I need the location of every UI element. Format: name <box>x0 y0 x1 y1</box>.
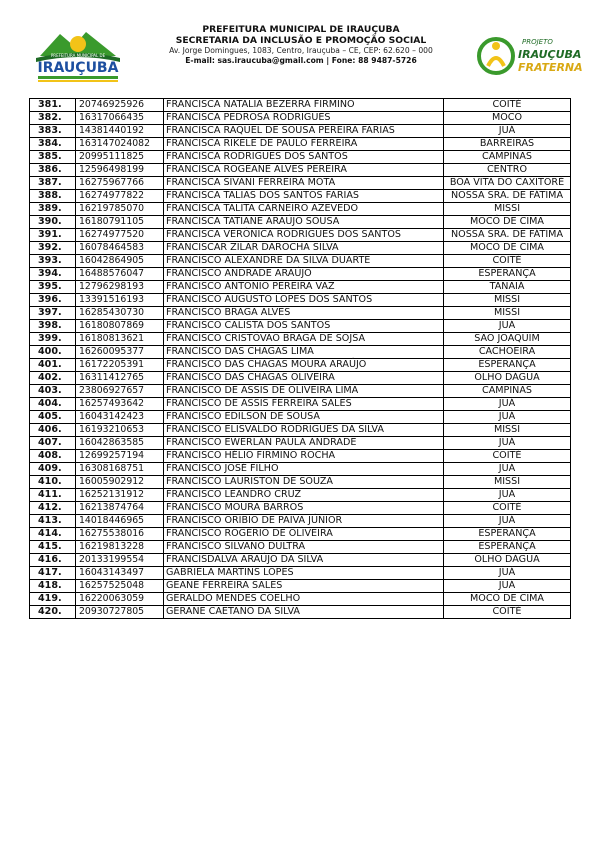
locality: CAMPINAS <box>444 151 571 164</box>
person-name: FRANCISCA PEDROSA RODRIGUES <box>164 112 444 125</box>
locality: COITÉ <box>444 606 571 619</box>
row-number: 382. <box>30 112 76 125</box>
row-number: 411. <box>30 489 76 502</box>
person-name: FRANCISCO ANDRADE ARAÚJO <box>164 268 444 281</box>
table-row <box>30 372 571 385</box>
row-number: 414. <box>30 528 76 541</box>
nis-number: 16043143497 <box>76 567 164 580</box>
letterhead-text <box>140 24 462 66</box>
person-name: GERANE CAETANO DA SILVA <box>164 606 444 619</box>
nis-number: 16275538016 <box>76 528 164 541</box>
locality: JUÁ <box>444 489 571 502</box>
table-row <box>30 359 571 372</box>
person-name: FRANCISCA RAQUEL DE SOUSA PEREIRA FARIAS <box>164 125 444 138</box>
table-row <box>30 424 571 437</box>
table-row <box>30 151 571 164</box>
nis-number: 16317066435 <box>76 112 164 125</box>
row-number: 384. <box>30 138 76 151</box>
table-row <box>30 411 571 424</box>
locality: MISSI <box>444 424 571 437</box>
nis-number: 16275967766 <box>76 177 164 190</box>
row-number: 402. <box>30 372 76 385</box>
row-number: 392. <box>30 242 76 255</box>
row-number: 413. <box>30 515 76 528</box>
person-name: FRANCISCA TALIAS DOS SANTOS FARIAS <box>164 190 444 203</box>
logo-left-wordmark: IRAUÇUBA <box>37 60 119 76</box>
row-number: 400. <box>30 346 76 359</box>
locality: JUÁ <box>444 515 571 528</box>
person-name: FRANCISCO DAS CHAGAS OLIVEIRA <box>164 372 444 385</box>
locality: BARREIRAS <box>444 138 571 151</box>
locality: JUÁ <box>444 437 571 450</box>
locality: SÃO JOAQUIM <box>444 333 571 346</box>
nis-number: 20133199554 <box>76 554 164 567</box>
person-name: FRANCISCO DAS CHAGAS LIMA <box>164 346 444 359</box>
nis-number: 12596498199 <box>76 164 164 177</box>
person-name: FRANCISCA VERÔNICA RODRIGUES DOS SANTOS <box>164 229 444 242</box>
person-name: FRANCISCO DE ASSIS FERREIRA SALES <box>164 398 444 411</box>
locality: CACHOEIRA <box>444 346 571 359</box>
row-number: 415. <box>30 541 76 554</box>
nis-number: 16213874764 <box>76 502 164 515</box>
row-number: 381. <box>30 99 76 112</box>
person-name: FRANCISCO MOURA BARROS <box>164 502 444 515</box>
row-number: 403. <box>30 385 76 398</box>
person-name: FRANCISCO ELISVALDO RODRIGUES DA SILVA <box>164 424 444 437</box>
person-name: FRANCISCO HÉLIO FIRMINO ROCHA <box>164 450 444 463</box>
locality: MOCÓ DE CIMA <box>444 242 571 255</box>
row-number: 387. <box>30 177 76 190</box>
locality: CENTRO <box>444 164 571 177</box>
table-row <box>30 346 571 359</box>
locality: ESPERANÇA <box>444 268 571 281</box>
person-name: FRANCISCO DAS CHAGAS MOURA ARAÚJO <box>164 359 444 372</box>
logo-right-line2: IRAUÇUBA <box>518 48 582 61</box>
nis-number: 16285430730 <box>76 307 164 320</box>
row-number: 393. <box>30 255 76 268</box>
locality: JUÁ <box>444 463 571 476</box>
row-number: 398. <box>30 320 76 333</box>
locality: ESPERANÇA <box>444 541 571 554</box>
nis-number: 16257493642 <box>76 398 164 411</box>
person-name: FRANCISCO ANTONIO PEREIRA VAZ <box>164 281 444 294</box>
logo-right-line3: FRATERNA <box>518 61 583 74</box>
table-row <box>30 463 571 476</box>
nis-number: 16219813228 <box>76 541 164 554</box>
nis-number: 16180791105 <box>76 216 164 229</box>
row-number: 410. <box>30 476 76 489</box>
iraucuba-fraterna-logo <box>476 28 583 84</box>
nis-number: 16308168751 <box>76 463 164 476</box>
table-row <box>30 606 571 619</box>
person-name: FRANCISCO CRISTÓVÃO BRAGA DE SOJSA <box>164 333 444 346</box>
nis-number: 12699257194 <box>76 450 164 463</box>
locality: COITÉ <box>444 450 571 463</box>
table-row <box>30 398 571 411</box>
locality: MOCÓ DE CIMA <box>444 216 571 229</box>
person-name: FRANCISCO LEANDRO CRUZ <box>164 489 444 502</box>
locality: ESPERANÇA <box>444 359 571 372</box>
row-number: 409. <box>30 463 76 476</box>
locality: COITÉ <box>444 255 571 268</box>
row-number: 388. <box>30 190 76 203</box>
row-number: 417. <box>30 567 76 580</box>
table-row <box>30 593 571 606</box>
letterhead <box>0 20 600 96</box>
beneficiary-table <box>29 98 571 619</box>
person-name: FRANCISCO ORIBIO DE PAIVA JÚNIOR <box>164 515 444 528</box>
locality: JUÁ <box>444 320 571 333</box>
table-row <box>30 580 571 593</box>
table-row <box>30 281 571 294</box>
nis-number: 13391516193 <box>76 294 164 307</box>
person-name: FRANCISCO DE ASSIS DE OLIVEIRA LIMA <box>164 385 444 398</box>
iraucuba-city-logo <box>30 26 126 84</box>
nis-number: 16488576047 <box>76 268 164 281</box>
nis-number: 16257525048 <box>76 580 164 593</box>
table-row <box>30 554 571 567</box>
locality: JUÁ <box>444 125 571 138</box>
nis-number: 16193210653 <box>76 424 164 437</box>
row-number: 385. <box>30 151 76 164</box>
person-name: FRANCISCO SILVANO DULTRA <box>164 541 444 554</box>
row-number: 412. <box>30 502 76 515</box>
table-row <box>30 502 571 515</box>
logo-left-small-text: PREFEITURA MUNICIPAL DE <box>50 53 106 58</box>
person-name: GERALDO MENDES COELHO <box>164 593 444 606</box>
table-row <box>30 515 571 528</box>
row-number: 386. <box>30 164 76 177</box>
locality: BOA VITA DO CAXITORÉ <box>444 177 571 190</box>
table-row <box>30 567 571 580</box>
table-row <box>30 268 571 281</box>
nis-number: 16274977520 <box>76 229 164 242</box>
nis-number: 16219785070 <box>76 203 164 216</box>
locality: OLHO DÁGUA <box>444 372 571 385</box>
nis-number: 20995111825 <box>76 151 164 164</box>
person-name: FRANCISCO BRAGA ALVES <box>164 307 444 320</box>
person-name: FRANCISCA RODRIGUES DOS SANTOS <box>164 151 444 164</box>
nis-number: 16043142423 <box>76 411 164 424</box>
table-row <box>30 528 571 541</box>
locality: TANAIÁ <box>444 281 571 294</box>
table-row <box>30 190 571 203</box>
person-name: FRANCISCA SIVANI FERREIRA MOTA <box>164 177 444 190</box>
nis-number: 16180813621 <box>76 333 164 346</box>
locality: MISSI <box>444 307 571 320</box>
row-number: 389. <box>30 203 76 216</box>
person-name: FRANCISCA RIKELE DE PAULO FERREIRA <box>164 138 444 151</box>
locality: NOSSA SRA. DE FÁTIMA <box>444 190 571 203</box>
table-row <box>30 164 571 177</box>
locality: JUÁ <box>444 580 571 593</box>
table-row <box>30 177 571 190</box>
table-row <box>30 125 571 138</box>
table-row <box>30 437 571 450</box>
person-name: FRANCISCO ALEXANDRE DA SILVA DUARTE <box>164 255 444 268</box>
table-row <box>30 99 571 112</box>
locality: MOCÓ DE CIMA <box>444 593 571 606</box>
locality: JUÁ <box>444 411 571 424</box>
locality: ESPERANÇA <box>444 528 571 541</box>
nis-number: 12796298193 <box>76 281 164 294</box>
locality: MISSI <box>444 294 571 307</box>
table-row <box>30 203 571 216</box>
letterhead-contact: E-mail: sas.iraucuba@gmail.com | Fone: 88 9487-5726 <box>185 56 417 65</box>
row-number: 383. <box>30 125 76 138</box>
person-name: FRANCISCA NATALIA BEZERRA FIRMINO <box>164 99 444 112</box>
row-number: 395. <box>30 281 76 294</box>
table-row <box>30 242 571 255</box>
table-row <box>30 320 571 333</box>
row-number: 416. <box>30 554 76 567</box>
locality: NOSSA SRA. DE FÁTIMA <box>444 229 571 242</box>
person-name: FRANCISCA TALITA CARNEIRO AZEVEDO <box>164 203 444 216</box>
row-number: 399. <box>30 333 76 346</box>
row-number: 406. <box>30 424 76 437</box>
logo-right-line1: PROJETO <box>522 38 553 46</box>
table-row <box>30 307 571 320</box>
locality: JUÁ <box>444 567 571 580</box>
person-name: FRANCISCO EWERLAN PAULA ANDRADE <box>164 437 444 450</box>
table-row <box>30 255 571 268</box>
row-number: 394. <box>30 268 76 281</box>
row-number: 397. <box>30 307 76 320</box>
row-number: 390. <box>30 216 76 229</box>
person-name: FRANCISCO LAURISTON DE SOUZA <box>164 476 444 489</box>
table-row <box>30 450 571 463</box>
locality: OLHO DÁGUA <box>444 554 571 567</box>
table-row <box>30 138 571 151</box>
locality: JUÁ <box>444 398 571 411</box>
person-name: FRANCISCA ROGEANE ALVES PEREIRA <box>164 164 444 177</box>
nis-number: 16005902912 <box>76 476 164 489</box>
locality: COITÉ <box>444 502 571 515</box>
nis-number: 16042864905 <box>76 255 164 268</box>
table-row <box>30 476 571 489</box>
nis-number: 20746925926 <box>76 99 164 112</box>
table-row <box>30 294 571 307</box>
row-number: 419. <box>30 593 76 606</box>
nis-number: 16220063059 <box>76 593 164 606</box>
person-name: FRANCISCO AUGUSTO LOPES DOS SANTOS <box>164 294 444 307</box>
person-name: FRANCISCO JOSÉ FILHO <box>164 463 444 476</box>
nis-number: 16172205391 <box>76 359 164 372</box>
locality: MISSI <box>444 203 571 216</box>
table-row <box>30 216 571 229</box>
row-number: 405. <box>30 411 76 424</box>
row-number: 418. <box>30 580 76 593</box>
table-row <box>30 541 571 554</box>
table-row <box>30 333 571 346</box>
letterhead-title: PREFEITURA MUNICIPAL DE IRAUÇUBA <box>202 24 400 35</box>
person-name: FRANCISCO CALISTA DOS SANTOS <box>164 320 444 333</box>
table-row <box>30 229 571 242</box>
person-name: GEANE FERREIRA SALES <box>164 580 444 593</box>
letterhead-address: Av. Jorge Domingues, 1083, Centro, Irauçuba – CE, CEP: 62.620 – 000 <box>169 46 433 55</box>
locality: MOCÓ <box>444 112 571 125</box>
row-number: 420. <box>30 606 76 619</box>
row-number: 401. <box>30 359 76 372</box>
table-row <box>30 385 571 398</box>
nis-number: 16274977822 <box>76 190 164 203</box>
nis-number: 16311412765 <box>76 372 164 385</box>
person-name: FRANCISCAR ZILAR DAROCHA SILVA <box>164 242 444 255</box>
beneficiary-table-body <box>30 99 571 619</box>
nis-number: 20930727805 <box>76 606 164 619</box>
nis-number: 14381440192 <box>76 125 164 138</box>
person-name: FRANCISCO EDILSON DE SOUSA <box>164 411 444 424</box>
nis-number: 23806927657 <box>76 385 164 398</box>
row-number: 391. <box>30 229 76 242</box>
person-name: GABRIELA MARTINS LOPES <box>164 567 444 580</box>
nis-number: 16252131912 <box>76 489 164 502</box>
nis-number: 16042863585 <box>76 437 164 450</box>
locality: CAMPINAS <box>444 385 571 398</box>
row-number: 407. <box>30 437 76 450</box>
person-name: FRANCISDALVA ARAÚJO DA SILVA <box>164 554 444 567</box>
locality: COITÉ <box>444 99 571 112</box>
locality: MISSI <box>444 476 571 489</box>
nis-number: 16180807869 <box>76 320 164 333</box>
nis-number: 163147024082 <box>76 138 164 151</box>
nis-number: 16078464583 <box>76 242 164 255</box>
person-name: FRANCISCA TATIANE ARAÚJO SOUSA <box>164 216 444 229</box>
person-name: FRANCISCO ROGÉRIO DE OLIVEIRA <box>164 528 444 541</box>
row-number: 404. <box>30 398 76 411</box>
letterhead-subtitle: SECRETARIA DA INCLUSÃO E PROMOÇÃO SOCIAL <box>175 35 427 46</box>
row-number: 396. <box>30 294 76 307</box>
nis-number: 16260095377 <box>76 346 164 359</box>
row-number: 408. <box>30 450 76 463</box>
table-row <box>30 112 571 125</box>
nis-number: 14018446965 <box>76 515 164 528</box>
table-row <box>30 489 571 502</box>
